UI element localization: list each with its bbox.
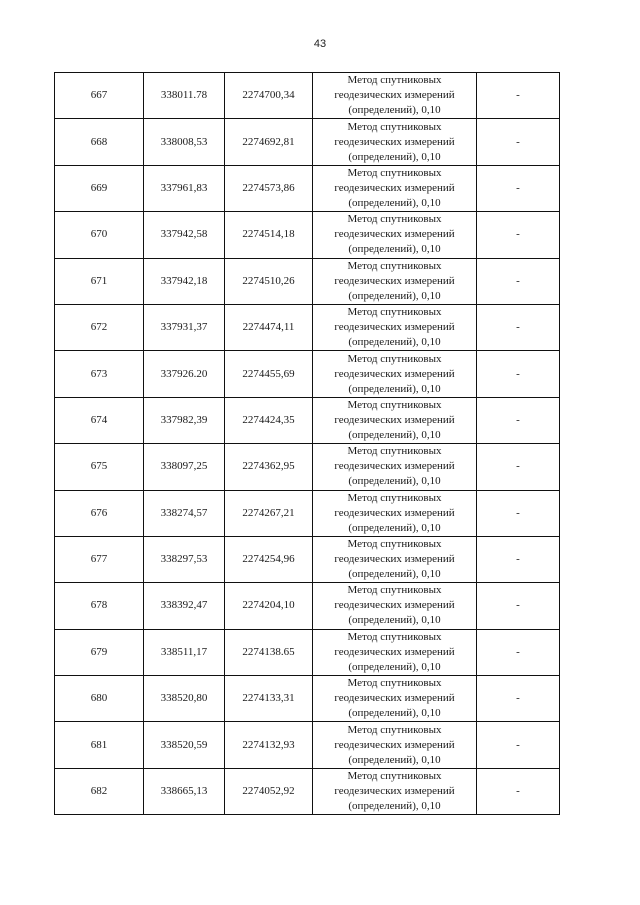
method-cell [313, 768, 477, 814]
method-cell [313, 397, 477, 443]
x-coordinate-cell: 337961,83 [144, 165, 225, 211]
y-coordinate-cell: 2274267,21 [225, 490, 313, 536]
description-cell: - [477, 676, 560, 722]
method-line-2: геодезических измерений [334, 460, 455, 473]
point-number-cell: 673 [55, 351, 144, 397]
method-line-1: Метод спутниковых [347, 584, 442, 597]
method-line-2: геодезических измерений [334, 274, 455, 287]
method-line-2: геодезических измерений [334, 321, 455, 334]
y-coordinate-cell: 2274510,26 [225, 258, 313, 304]
method-cell [313, 73, 477, 119]
x-coordinate-cell: 337982,39 [144, 397, 225, 443]
method-cell [313, 490, 477, 536]
point-number-cell: 682 [55, 768, 144, 814]
method-line-1: Метод спутниковых [347, 770, 442, 783]
method-cell [313, 536, 477, 582]
description-cell: - [477, 583, 560, 629]
method-line-3: (определений), 0,10 [348, 800, 441, 813]
description-cell: - [477, 490, 560, 536]
point-number-cell: 674 [55, 397, 144, 443]
method-line-2: геодезических измерений [334, 599, 455, 612]
page-number: 43 [313, 38, 327, 50]
description-cell: - [477, 119, 560, 165]
method-line-2: геодезических измерений [334, 135, 455, 148]
table-row [55, 722, 560, 768]
method-line-1: Метод спутниковых [347, 491, 442, 504]
method-cell [313, 583, 477, 629]
method-line-2: геодезических измерений [334, 228, 455, 241]
description-cell: - [477, 165, 560, 211]
method-cell [313, 629, 477, 675]
method-line-1: Метод спутниковых [347, 213, 442, 226]
method-line-3: (определений), 0,10 [348, 707, 441, 720]
x-coordinate-cell: 338297,53 [144, 536, 225, 582]
method-cell [313, 258, 477, 304]
method-cell [313, 119, 477, 165]
method-line-2: геодезических измерений [334, 785, 455, 798]
table-row [55, 490, 560, 536]
method-cell [313, 351, 477, 397]
x-coordinate-cell: 338097,25 [144, 444, 225, 490]
method-line-3: (определений), 0,10 [348, 243, 441, 256]
method-line-3: (определений), 0,10 [348, 475, 441, 488]
y-coordinate-cell: 2274455,69 [225, 351, 313, 397]
table-row [55, 258, 560, 304]
y-coordinate-cell: 2274362,95 [225, 444, 313, 490]
method-line-2: геодезических измерений [334, 89, 455, 102]
point-number-cell: 678 [55, 583, 144, 629]
table-row [55, 397, 560, 443]
description-cell: - [477, 722, 560, 768]
description-cell: - [477, 212, 560, 258]
method-line-2: геодезических измерений [334, 553, 455, 566]
y-coordinate-cell: 2274138.65 [225, 629, 313, 675]
point-number-cell: 671 [55, 258, 144, 304]
coordinates-table [54, 72, 560, 815]
table-row [55, 119, 560, 165]
x-coordinate-cell: 337942,58 [144, 212, 225, 258]
method-line-3: (определений), 0,10 [348, 753, 441, 766]
description-cell: - [477, 536, 560, 582]
point-number-cell: 681 [55, 722, 144, 768]
method-line-3: (определений), 0,10 [348, 196, 441, 209]
table-row [55, 536, 560, 582]
method-line-3: (определений), 0,10 [348, 104, 441, 117]
point-number-cell: 679 [55, 629, 144, 675]
table-row [55, 583, 560, 629]
method-line-1: Метод спутниковых [347, 630, 442, 643]
method-line-1: Метод спутниковых [347, 445, 442, 458]
y-coordinate-cell: 2274692,81 [225, 119, 313, 165]
method-line-3: (определений), 0,10 [348, 428, 441, 441]
description-cell: - [477, 258, 560, 304]
method-line-1: Метод спутниковых [347, 677, 442, 690]
y-coordinate-cell: 2274573,86 [225, 165, 313, 211]
table-row [55, 212, 560, 258]
description-cell: - [477, 351, 560, 397]
method-line-2: геодезических измерений [334, 367, 455, 380]
table-row [55, 768, 560, 814]
description-cell: - [477, 444, 560, 490]
x-coordinate-cell: 337942,18 [144, 258, 225, 304]
point-number-cell: 672 [55, 304, 144, 350]
method-line-3: (определений), 0,10 [348, 614, 441, 627]
x-coordinate-cell: 338511,17 [144, 629, 225, 675]
method-line-1: Метод спутниковых [347, 166, 442, 179]
description-cell: - [477, 397, 560, 443]
method-cell [313, 676, 477, 722]
x-coordinate-cell: 337931,37 [144, 304, 225, 350]
point-number-cell: 668 [55, 119, 144, 165]
method-line-2: геодезических измерений [334, 181, 455, 194]
method-line-1: Метод спутниковых [347, 74, 442, 87]
method-cell [313, 722, 477, 768]
point-number-cell: 670 [55, 212, 144, 258]
description-cell: - [477, 629, 560, 675]
method-line-2: геодезических измерений [334, 738, 455, 751]
x-coordinate-cell: 338665,13 [144, 768, 225, 814]
description-cell: - [477, 304, 560, 350]
table-row [55, 629, 560, 675]
method-line-1: Метод спутниковых [347, 352, 442, 365]
point-number-cell: 667 [55, 73, 144, 119]
y-coordinate-cell: 2274204,10 [225, 583, 313, 629]
method-cell [313, 444, 477, 490]
y-coordinate-cell: 2274424,35 [225, 397, 313, 443]
method-line-3: (определений), 0,10 [348, 521, 441, 534]
y-coordinate-cell: 2274474,11 [225, 304, 313, 350]
method-line-3: (определений), 0,10 [348, 336, 441, 349]
y-coordinate-cell: 2274133,31 [225, 676, 313, 722]
method-line-3: (определений), 0,10 [348, 289, 441, 302]
point-number-cell: 669 [55, 165, 144, 211]
y-coordinate-cell: 2274514,18 [225, 212, 313, 258]
x-coordinate-cell: 338008,53 [144, 119, 225, 165]
y-coordinate-cell: 2274254,96 [225, 536, 313, 582]
method-line-1: Метод спутниковых [347, 259, 442, 272]
x-coordinate-cell: 338392,47 [144, 583, 225, 629]
point-number-cell: 675 [55, 444, 144, 490]
method-line-3: (определений), 0,10 [348, 382, 441, 395]
y-coordinate-cell: 2274132,93 [225, 722, 313, 768]
point-number-cell: 680 [55, 676, 144, 722]
x-coordinate-cell: 338011.78 [144, 73, 225, 119]
table-row [55, 444, 560, 490]
point-number-cell: 677 [55, 536, 144, 582]
method-line-1: Метод спутниковых [347, 306, 442, 319]
x-coordinate-cell: 338274,57 [144, 490, 225, 536]
method-line-2: геодезических измерений [334, 413, 455, 426]
table-body [55, 73, 560, 815]
method-cell [313, 165, 477, 211]
method-line-1: Метод спутниковых [347, 398, 442, 411]
point-number-cell: 676 [55, 490, 144, 536]
x-coordinate-cell: 337926.20 [144, 351, 225, 397]
method-line-3: (определений), 0,10 [348, 660, 441, 673]
y-coordinate-cell: 2274700,34 [225, 73, 313, 119]
method-line-2: геодезических измерений [334, 645, 455, 658]
table-row [55, 73, 560, 119]
method-line-1: Метод спутниковых [347, 538, 442, 551]
x-coordinate-cell: 338520,59 [144, 722, 225, 768]
method-cell [313, 304, 477, 350]
method-line-1: Метод спутниковых [347, 723, 442, 736]
x-coordinate-cell: 338520,80 [144, 676, 225, 722]
table-row [55, 351, 560, 397]
method-cell [313, 212, 477, 258]
table-row [55, 304, 560, 350]
method-line-2: геодезических измерений [334, 692, 455, 705]
table-row [55, 676, 560, 722]
method-line-1: Метод спутниковых [347, 120, 442, 133]
method-line-3: (определений), 0,10 [348, 568, 441, 581]
description-cell: - [477, 768, 560, 814]
y-coordinate-cell: 2274052,92 [225, 768, 313, 814]
method-line-3: (определений), 0,10 [348, 150, 441, 163]
method-line-2: геодезических измерений [334, 506, 455, 519]
table-row [55, 165, 560, 211]
description-cell: - [477, 73, 560, 119]
